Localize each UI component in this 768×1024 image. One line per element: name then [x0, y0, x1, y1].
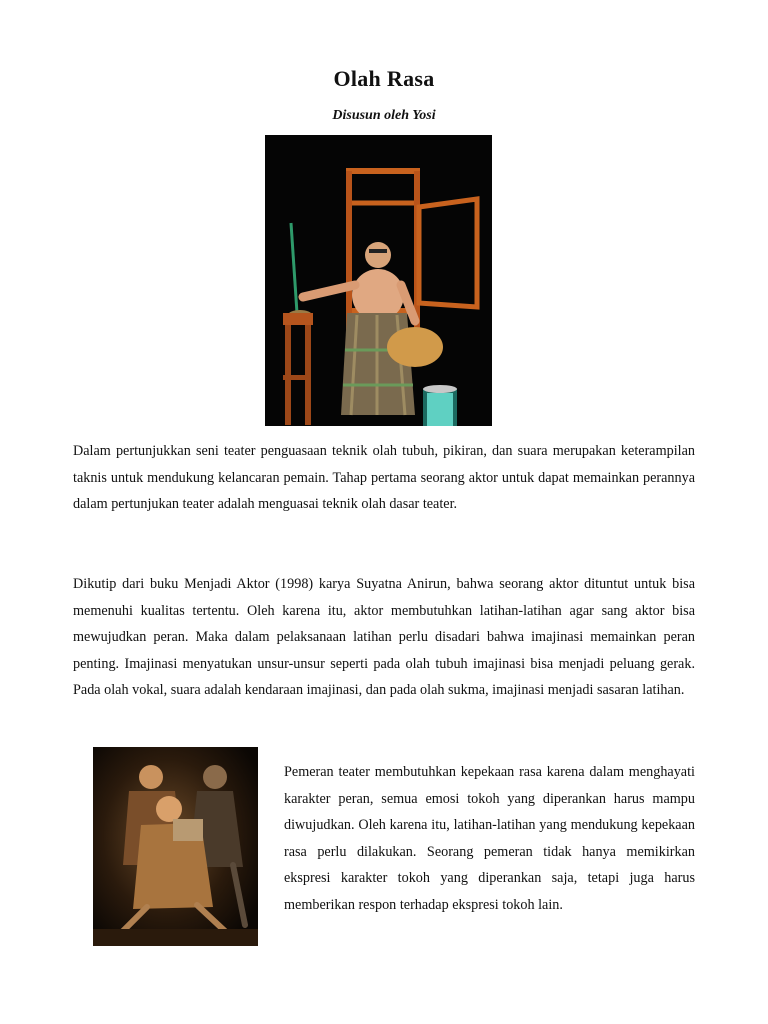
paragraph-intro: Dalam pertunjukkan seni teater penguasaan teknik olah tubuh, pikiran, dan suara merupakan keterampilan taknis untuk mendukung kelancaran pemain. Tahap pertama seorang aktor untuk dapat memainkan perannya dalam pertunjukan teater adalah menguasai teknik olah dasar teater. [73, 443, 695, 513]
theater-actor-with-window-frame-photo [265, 135, 492, 426]
theater-ensemble-photo-icon [93, 747, 258, 946]
paragraph-sensitivity: Pemeran teater membutuhkan kepekaan rasa karena dalam menghayati karakter peran, semua emosi tokoh yang diperankan harus mampu diwujudkan. Oleh karena itu, latihan-latihan yang mendukung kepekaan rasa perlu dilakukan. Seorang pemeran tidak hanya memikirkan ekspresi karakter tokoh yang diperankan saja, tetapi juga harus memberikan respon terhadap ekspresi tokoh lain. [284, 764, 695, 913]
page-subtitle: Disusun oleh Yosi [332, 108, 436, 123]
theater-actor-photo [265, 135, 492, 426]
paragraph-quote: Dikutip dari buku Menjadi Aktor (1998) karya Suyatna Anirun, bahwa seorang aktor dituntut untuk bisa memenuhi kualitas tertentu. Oleh karena itu, aktor membutuhkan latihan-latihan agar sang aktor bisa mewujudkan peran. Maka dalam pelaksanaan latihan perlu disadari bahwa imajinasi memainkan peran penting. Imajinasi menyatukan unsur-unsur seperti pada olah tubuh imajinasi bisa menjadi peluang gerak. Pada olah vokal, suara adalah kendaraan imajinasi, dan pada olah sukma, imajinasi menjadi sasaran latihan. [73, 576, 695, 699]
page-title: Olah Rasa [333, 66, 435, 91]
theater-ensemble-photo [93, 747, 258, 946]
